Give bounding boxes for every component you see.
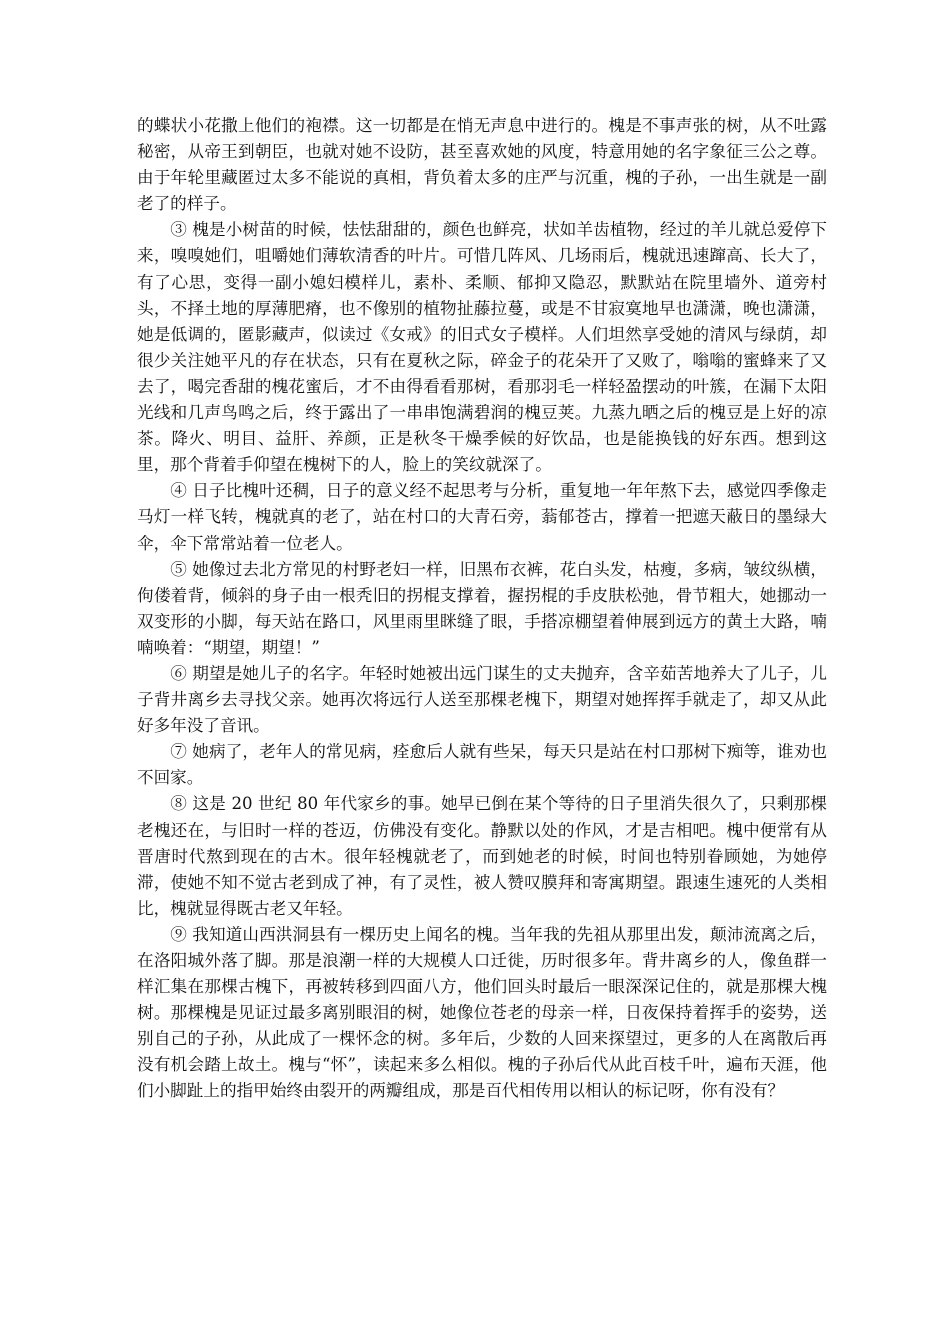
paragraph-3: ③ 槐是小树苗的时候，怯怯甜甜的，颜色也鲜亮，状如羊齿植物，经过的羊儿就总爱停下来，嗅嗅她们，咀嚼她们薄软清香的叶片。可惜几阵风、几场雨后，槐就迅速蹿高、长大了，有了心思，变得一副小媳妇模样儿，素朴、柔顺、郁抑又隐忍，默默站在院里墙外、道旁村头，不择土地的厚薄肥瘠，也不像别的植物扯藤拉蔓，或是不甘寂寞地早也潇潇，晚也潇潇，她是低调的，匿影藏声，似读过《女戒》的旧式女子模样。人们坦然享受她的清风与绿荫，却很少关注她平凡的存在状态，只有在夏秋之际，碎金子的花朵开了又败了，嗡嗡的蜜蜂来了又去了，喝完香甜的槐花蜜后，才不由得看看那树，看那羽毛一样轻盈摆动的叶簇，在漏下太阳光线和几声鸟鸣之后，终于露出了一串串饱满碧润的槐豆荚。九蒸九晒之后的槐豆是上好的凉茶。降火、明目、益肝、养颜，正是秋冬干燥季候的好饮品，也是能换钱的好东西。想到这里，那个背着手仰望在槐树下的人，脸上的笑纹就深了。 (137, 220, 827, 475)
paragraph-4: ④ 日子比槐叶还稠，日子的意义经不起思考与分析，重复地一年年熬下去，感觉四季像走马灯一样飞转，槐就真的老了，站在村口的大青石旁，蓊郁苍古，撑着一把遮天蔽日的墨绿大伞，伞下常常站着一位老人。 (137, 481, 827, 553)
paragraph-8: ⑧ 这是 20 世纪 80 年代家乡的事。她早已倒在某个等待的日子里消失很久了，只剩那棵老槐还在，与旧时一样的苍迈，仿佛没有变化。静默以处的作风，才是吉相吧。槐中便常有从晋唐时代熬到现在的古木。很年轻槐就老了，而到她老的时候，时间也特别眷顾她，为她停滞，使她不知不觉古老到成了神，有了灵性，被人赞叹膜拜和寄寓期望。跟速生速死的人类相比，槐就显得既古老又年轻。 (137, 794, 827, 918)
paragraph-7: ⑦ 她病了，老年人的常见病，痊愈后人就有些呆，每天只是站在村口那树下痴等，谁劝也不回家。 (137, 742, 827, 788)
paragraph-continued: 的蝶状小花撒上他们的袍襟。这一切都是在悄无声息中进行的。槐是不事声张的树，从不吐露秘密，从帝王到朝臣，也就对她不设防，甚至喜欢她的风度，特意用她的名字象征三公之尊。由于年轮里藏匿过太多不能说的真相，背负着太多的庄严与沉重，槐的子孙，一出生就是一副老了的样子。 (137, 116, 827, 214)
paragraph-6: ⑥ 期望是她儿子的名字。年轻时她被出远门谋生的丈夫抛弃，含辛茹苦地养大了儿子，儿子背井离乡去寻找父亲。她再次将远行人送至那棵老槐下，期望对她挥挥手就走了，却又从此好多年没了音讯。 (137, 663, 827, 736)
paragraph-9: ⑨ 我知道山西洪洞县有一棵历史上闻名的槐。当年我的先祖从那里出发，颠沛流离之后，在洛阳城外落了脚。那是浪潮一样的大规模人口迁徙，历时很多年。背井离乡的人，像鱼群一样汇集在那棵古槐下，再被转移到四面八方，他们回头时最后一眼深深记住的，就是那棵大槐树。那棵槐是见证过最多离别眼泪的树，她像位苍老的母亲一样，日夜保持着挥手的姿势，送别自己的子孙，从此成了一棵怀念的树。多年后，少数的人回来探望过，更多的人在离散后再没有机会踏上故土。槐与“怀”，读起来多么相似。槐的子孙后代从此百枝千叶，遍布天涯，他们小脚趾上的指甲始终由裂开的两瓣组成，那是百代相传用以相认的标记呀，你有没有？ (137, 924, 827, 1101)
paragraph-5: ⑤ 她像过去北方常见的村野老妇一样，旧黑布衣裤，花白头发，枯瘦，多病，皱纹纵横，佝偻着背，倾斜的身子由一根秃旧的拐棍支撑着，握拐棍的手皮肤松弛，骨节粗大，她挪动一双变形的小脚，每天站在路口，风里雨里眯缝了眼，手搭凉棚望着伸展到远方的黄土大路，喃喃唤着：“期望，期望！” (137, 559, 827, 657)
article-body (137, 113, 827, 1105)
